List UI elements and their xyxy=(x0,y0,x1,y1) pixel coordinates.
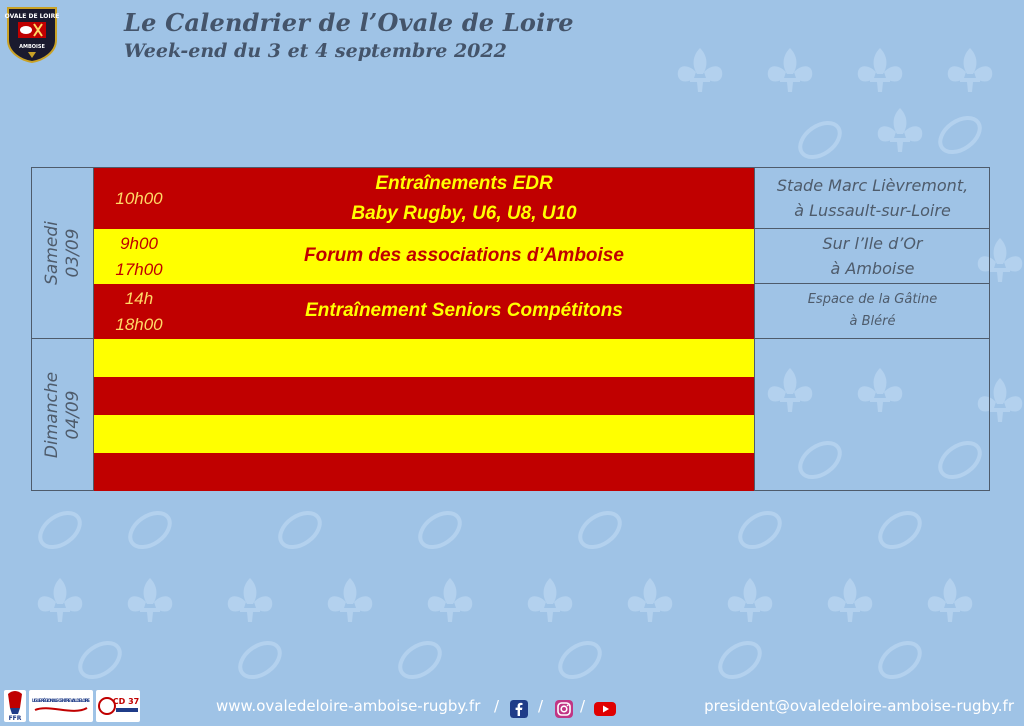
event-title-line: Forum des associations d’Amboise xyxy=(304,245,624,266)
event-row xyxy=(94,229,754,284)
event-time: 18h00 xyxy=(115,315,163,334)
empty-row xyxy=(94,453,754,491)
cd37-logo xyxy=(96,690,140,722)
event-title-line: Entraînements EDR xyxy=(375,173,553,194)
location-line: à Amboise xyxy=(830,259,915,278)
event-location xyxy=(754,229,990,284)
event-time: 9h00 xyxy=(120,234,158,253)
day-column-sunday xyxy=(32,339,94,491)
event-row xyxy=(94,284,754,339)
separator: / xyxy=(494,697,500,715)
event-title-line: Baby Rugby, U6, U8, U10 xyxy=(351,203,577,224)
contact-email[interactable]: president@ovaledeloire-amboise-rugby.fr xyxy=(704,697,1014,715)
empty-location xyxy=(754,339,990,491)
day-label-saturday xyxy=(42,221,84,285)
logo-text-bottom: AMBOISE xyxy=(19,44,45,50)
schedule-table xyxy=(31,167,990,491)
event-row xyxy=(94,168,754,229)
logo-text-top: OVALE DE LOIRE xyxy=(4,13,60,20)
club-logo xyxy=(4,4,60,64)
website-link[interactable]: www.ovaledeloire-amboise-rugby.fr xyxy=(216,697,481,715)
location-line: Stade Marc Lièvremont, xyxy=(776,176,969,195)
location-line: à Lussault-sur-Loire xyxy=(794,201,951,220)
event-location xyxy=(754,284,990,339)
event-time: 10h00 xyxy=(115,189,163,208)
svg-text:LIGUE RÉGIONALE CENTRE VAL DE: LIGUE RÉGIONALE CENTRE VAL DE LOIRE xyxy=(32,698,90,703)
ligue-logo xyxy=(29,690,93,722)
svg-text:FFR: FFR xyxy=(8,715,22,722)
ffr-logo xyxy=(4,690,26,722)
page-subtitle: Week-end du 3 et 4 septembre 2022 xyxy=(124,40,507,62)
event-time: 17h00 xyxy=(115,260,163,279)
day-label-sunday xyxy=(42,372,84,458)
day-date: 04/09 xyxy=(62,390,83,440)
location-line: Espace de la Gâtine xyxy=(807,292,938,307)
instagram-icon[interactable] xyxy=(555,700,573,718)
location-line: à Bléré xyxy=(849,314,896,329)
empty-row xyxy=(94,415,754,453)
svg-text:CD 37: CD 37 xyxy=(112,697,140,706)
day-date: 03/09 xyxy=(62,228,83,278)
event-title xyxy=(254,241,674,271)
event-title xyxy=(254,169,674,229)
empty-row xyxy=(94,377,754,415)
event-time: 14h xyxy=(124,289,154,308)
event-location xyxy=(754,168,990,229)
day-column-saturday xyxy=(32,168,94,339)
event-title xyxy=(254,296,674,326)
day-name: Samedi xyxy=(41,221,62,285)
separator: / xyxy=(580,697,586,715)
location-line: Sur l’Ile d’Or xyxy=(822,234,923,253)
youtube-icon[interactable] xyxy=(594,700,616,718)
day-name: Dimanche xyxy=(41,371,62,459)
separator: / xyxy=(538,697,544,715)
event-title-line: Entraînement Seniors Compétitons xyxy=(305,300,623,321)
page-title: Le Calendrier de l’Ovale de Loire xyxy=(124,8,574,37)
empty-row xyxy=(94,339,754,377)
facebook-icon[interactable] xyxy=(510,700,528,718)
